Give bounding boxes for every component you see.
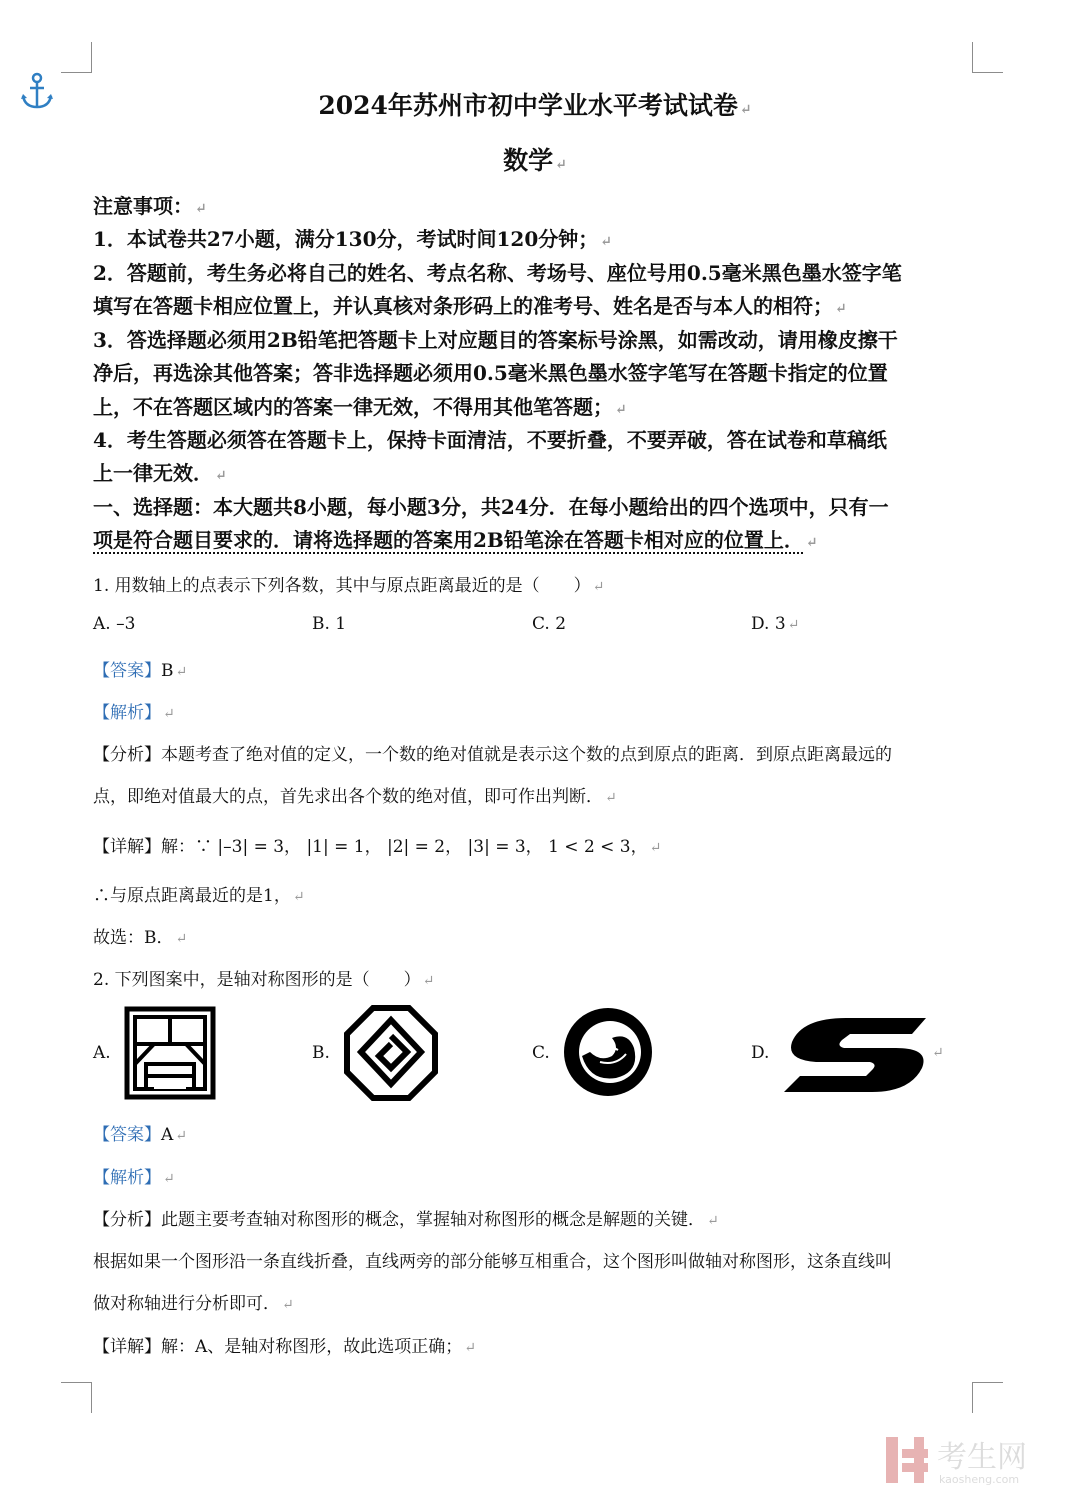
note-line-6: 上，不在答题区域内的答案一律无效，不得用其他笔答题； ↵ [93,395,627,419]
q2-stem: 2. 下列图案中，是轴对称图形的是（ ） ↵ [93,970,435,990]
q2-answer: 【答案】A ↵ [93,1125,188,1145]
note-line-3: 填写在答题卡相应位置上，并认真核对条形码上的准考号、姓名是否与本人的相符； ↵ [93,294,847,318]
q1-stem: 1. 用数轴上的点表示下列各数，其中与原点距离最近的是（ ） ↵ [93,576,605,596]
swirl-circle-pattern-icon [560,1004,656,1100]
octagon-maze-pattern-icon [343,1004,439,1102]
q2-option-a-label: A. [93,1043,111,1063]
q2-detail: 【详解】解：A、是轴对称图形，故此选项正确； ↵ [93,1337,477,1357]
s-swoosh-pattern-icon [780,1012,930,1098]
q1-fenxi-line1: 【分析】本题考查了绝对值的定义，一个数的绝对值就是表示这个数的点到原点的距离．到原点距离最远的 [93,745,892,765]
q1-fenxi-line2: 点，即绝对值最大的点，首先求出各个数的绝对值，即可作出判断． ↵ [93,787,617,807]
q2-fenxi: 【分析】此题主要考查轴对称图形的概念，掌握轴对称图形的概念是解题的关键． ↵ [93,1210,719,1230]
q2-option-d-label: D. [751,1043,770,1063]
document-title: 2024年苏州市初中学业水平考试试卷 ↵ [318,91,752,120]
q2-basis-line2: 做对称轴进行分析即可． ↵ [93,1294,294,1314]
note-line-1: 1．本试卷共27小题，满分130分，考试时间120分钟； ↵ [93,227,612,251]
watermark-brand-text: 考生网 [937,1440,1027,1475]
crop-mark-bottom-left [61,1382,92,1413]
note-line-7: 4．考生答题必须答在答题卡上，保持卡面清洁，不要折叠，不要弄破，答在试卷和草稿纸 [93,428,887,452]
q1-detail: 【详解】解：∵ |–3| = 3， |1| = 1， |2| = 2， |3| = 3， 1 < 2 < 3， ↵ [93,837,662,857]
note-line-5: 净后，再选涂其他答案；答非选择题必须用0.5毫米黑色墨水签字笔写在答题卡指定的位置 [93,361,888,385]
q2-option-c-label: C. [532,1043,550,1063]
q1-option-c: C. 2 [532,614,567,634]
crop-mark-top-left [61,42,92,73]
q1-option-b: B. 1 [312,614,347,634]
q1-option-a: A. –3 [93,614,136,634]
document-subject: 数学 ↵ [503,146,567,175]
q1-therefore: ∴与原点距离最近的是1， ↵ [93,886,305,906]
note-line-4: 3．答选择题必须用2B铅笔把答题卡上对应题目的答案标号涂黑，如需改动，请用橡皮擦干 [93,328,898,352]
note-line-2: 2．答题前，考生务必将自己的姓名、考点名称、考场号、座位号用0.5毫米黑色墨水签字笔 [93,261,902,285]
section1-instructions-line1: 一、选择题：本大题共8小题，每小题3分，共24分．在每小题给出的四个选项中，只有一 [93,495,889,519]
q1-analysis-heading: 【解析】 ↵ [93,703,175,723]
q2-analysis-heading: 【解析】 ↵ [93,1168,175,1188]
crop-mark-top-right [972,42,1003,73]
note-line-8: 上一律无效． ↵ [93,461,227,485]
crop-mark-bottom-right [972,1382,1003,1413]
q1-answer: 【答案】B ↵ [93,661,188,681]
q2-option-b-label: B. [312,1043,330,1063]
section1-instructions-line2: 项是符合题目要求的．请将选择题的答案用2B铅笔涂在答题卡相对应的位置上． ↵ [93,528,818,552]
q1-option-d: D. 3 ↵ [751,614,800,634]
watermark-url-text: kaosheng.com [939,1473,1020,1486]
notes-heading: 注意事项： ↵ [93,194,207,218]
square-gate-pattern-icon [124,1006,216,1100]
q2-options-return-mark: ↵ [932,1045,944,1061]
q1-choice: 故选：B． ↵ [93,928,188,948]
q2-basis-line1: 根据如果一个图形沿一条直线折叠，直线两旁的部分能够互相重合，这个图形叫做轴对称图形，这条直线叫 [93,1252,892,1272]
kaosheng-watermark-logo [882,1433,1052,1488]
